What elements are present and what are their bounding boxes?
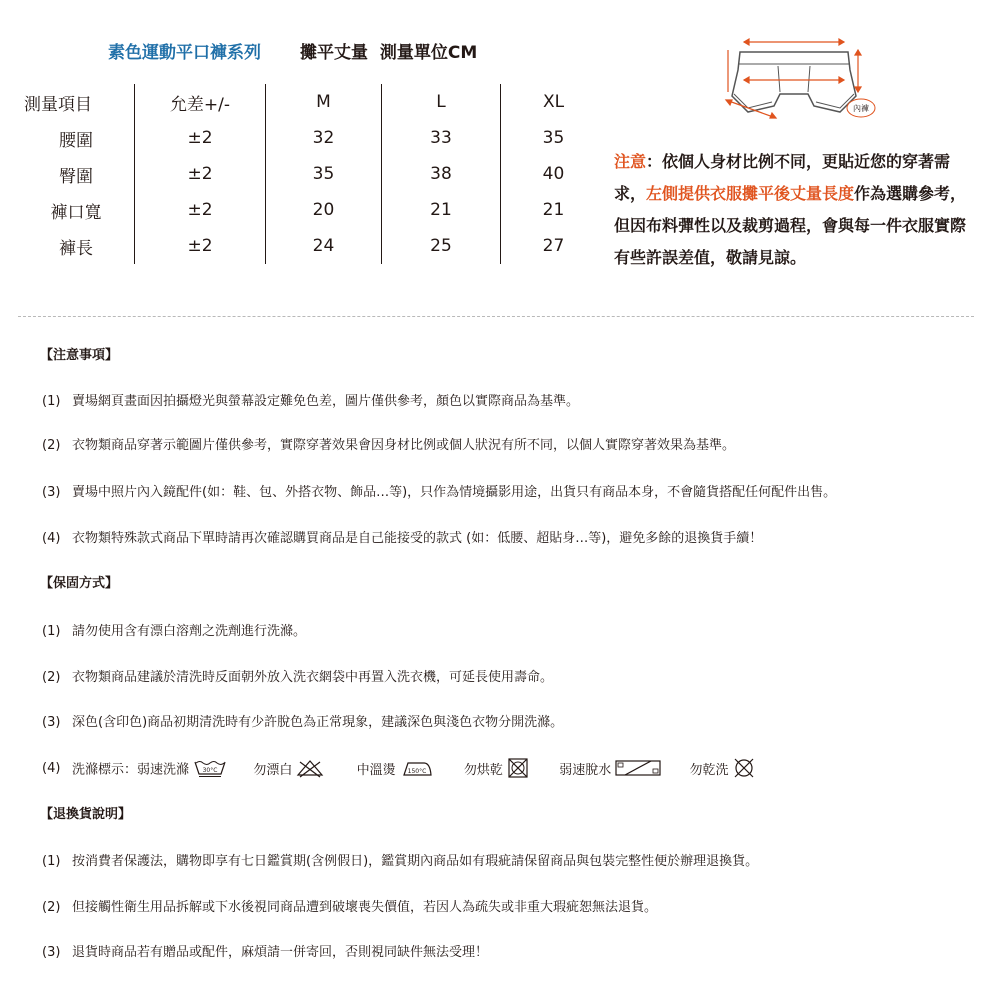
- list-item: [42, 711, 563, 730]
- row-label: 褲長: [18, 228, 135, 264]
- measure-subtitle: 攤平丈量 測量單位CM: [300, 43, 478, 63]
- cell: 25: [382, 228, 501, 264]
- header-tolerance: 允差+/-: [135, 84, 266, 120]
- cell: 33: [382, 120, 501, 156]
- series-title: 素色運動平口褲系列: [108, 43, 261, 63]
- table-row: [18, 120, 606, 156]
- cell: 38: [382, 156, 501, 192]
- item-text: 衣物類商品穿著示範圖片僅供參考，實際穿著效果會因身材比例或個人狀況有所不同，以個人實際穿著效果為基準。: [72, 438, 736, 453]
- no-tumble-dry-icon: [507, 758, 529, 778]
- header-l: L: [382, 84, 501, 120]
- list-item: [42, 527, 762, 546]
- notice-text-1: ：依個人身材比例不同，更貼近您的穿著需求，: [614, 152, 951, 203]
- item-number: (4): [42, 760, 61, 776]
- iron-temp: 150°C: [407, 768, 427, 775]
- dryclean-label: 勿乾洗: [689, 762, 729, 778]
- item-text: 衣物類特殊款式商品下單時請再次確認購買商品是自己能接受的款式 (如：低腰、超貼身…等)，避免多餘的退換貨手續！: [72, 531, 763, 546]
- header-item: 測量項目: [18, 84, 135, 120]
- dry-label: 勿烘乾: [463, 762, 503, 778]
- list-item: [42, 481, 836, 500]
- item-number: (2): [42, 438, 61, 453]
- spin-label: 弱速脫水: [559, 762, 612, 778]
- list-item: [42, 666, 553, 685]
- row-label: 褲口寬: [18, 192, 135, 228]
- item-number: (1): [42, 854, 61, 869]
- item-text: 深色(含印色)商品初期清洗時有少許脫色為正常現象，建議深色與淺色衣物分開洗滌。: [72, 715, 564, 730]
- notes-section-title: 【注意事項】: [40, 348, 119, 363]
- list-item: [42, 850, 758, 869]
- item-text: 但接觸性衛生用品拆解或下水後視同商品遭到破壞喪失價值，若因人為疏失或非重大瑕疵恕無法退貨。: [72, 900, 658, 915]
- underwear-measure-diagram: [718, 34, 878, 134]
- wash-temp: 30°C: [202, 767, 218, 774]
- medium-iron-icon: [400, 758, 434, 778]
- cell: 35: [542, 128, 565, 148]
- item-number: (1): [42, 624, 61, 639]
- cell: 35: [266, 156, 382, 192]
- item-number: (2): [42, 670, 61, 685]
- list-item: [42, 620, 306, 639]
- cell: ±2: [135, 192, 266, 228]
- header-xl: XL: [542, 92, 565, 112]
- dashed-divider: [18, 316, 974, 317]
- cell: 40: [542, 164, 565, 184]
- returns-section-title: 【退換貨說明】: [40, 807, 132, 822]
- item-number: (3): [42, 945, 61, 960]
- iron-label: 中溫燙: [356, 762, 396, 778]
- row-label: 臀圍: [18, 156, 135, 192]
- header-m: M: [266, 84, 382, 120]
- item-text: 賣場網頁畫面因拍攝燈光與螢幕設定難免色差，圖片僅供參考，顏色以實際商品為基準。: [72, 394, 580, 409]
- cell: 21: [542, 200, 565, 220]
- item-number: (4): [42, 531, 61, 546]
- list-item: [42, 390, 579, 409]
- table-row: [18, 156, 606, 192]
- care-section-title: 【保固方式】: [40, 576, 119, 591]
- no-dry-clean-icon: [733, 757, 755, 779]
- item-number: (1): [42, 394, 61, 409]
- notice-label: 注意: [614, 152, 647, 171]
- no-bleach-icon: [296, 758, 324, 778]
- notice-text-2: 作為選購參考，但因布料彈性以及裁剪過程，會與每一件衣服實際有些許誤差值，敬請見諒。: [614, 184, 967, 267]
- item-number: (3): [42, 715, 61, 730]
- item-number: (2): [42, 900, 61, 915]
- care-prefix: 洗滌標示：: [72, 762, 138, 778]
- notice-highlight: 左側提供衣服攤平後丈量長度: [646, 184, 855, 203]
- table-row: [18, 228, 606, 264]
- item-text: 衣物類商品建議於清洗時反面朝外放入洗衣網袋中再置入洗衣機，可延長使用壽命。: [72, 670, 554, 685]
- item-number: (3): [42, 485, 61, 500]
- cell: 21: [382, 192, 501, 228]
- size-notice: [614, 146, 970, 274]
- item-text: 請勿使用含有漂白溶劑之洗劑進行洗滌。: [72, 624, 307, 639]
- cell: 20: [266, 192, 382, 228]
- table-row: [18, 192, 606, 228]
- gentle-wash-icon: [193, 758, 227, 778]
- care-symbols-row: [42, 757, 755, 777]
- item-text: 按消費者保護法，購物即享有七日鑑賞期(含例假日)，鑑賞期內商品如有瑕疵請保留商品與包裝完整性便於辦理退換貨。: [72, 854, 759, 869]
- wash-label: 弱速洗滌: [137, 762, 190, 778]
- underwear-label: 內褲: [853, 104, 869, 113]
- size-table: [18, 84, 606, 264]
- list-item: [42, 941, 488, 960]
- gentle-spin-icon: [615, 758, 661, 778]
- list-item: [42, 434, 735, 453]
- cell: ±2: [135, 120, 266, 156]
- cell: ±2: [135, 156, 266, 192]
- cell: 24: [266, 228, 382, 264]
- list-item: [42, 896, 657, 915]
- cell: 27: [542, 236, 565, 256]
- item-text: 賣場中照片內入鏡配件(如：鞋、包、外搭衣物、飾品…等)，只作為情境攝影用途，出貨只有商品本身，不會隨貨搭配任何配件出售。: [72, 485, 837, 500]
- row-label: 腰圍: [18, 120, 135, 156]
- cell: ±2: [135, 228, 266, 264]
- cell: 32: [266, 120, 382, 156]
- table-header-row: [18, 84, 606, 120]
- bleach-label: 勿漂白: [253, 762, 293, 778]
- item-text: 退貨時商品若有贈品或配件，麻煩請一併寄回，否則視同缺件無法受理！: [72, 945, 489, 960]
